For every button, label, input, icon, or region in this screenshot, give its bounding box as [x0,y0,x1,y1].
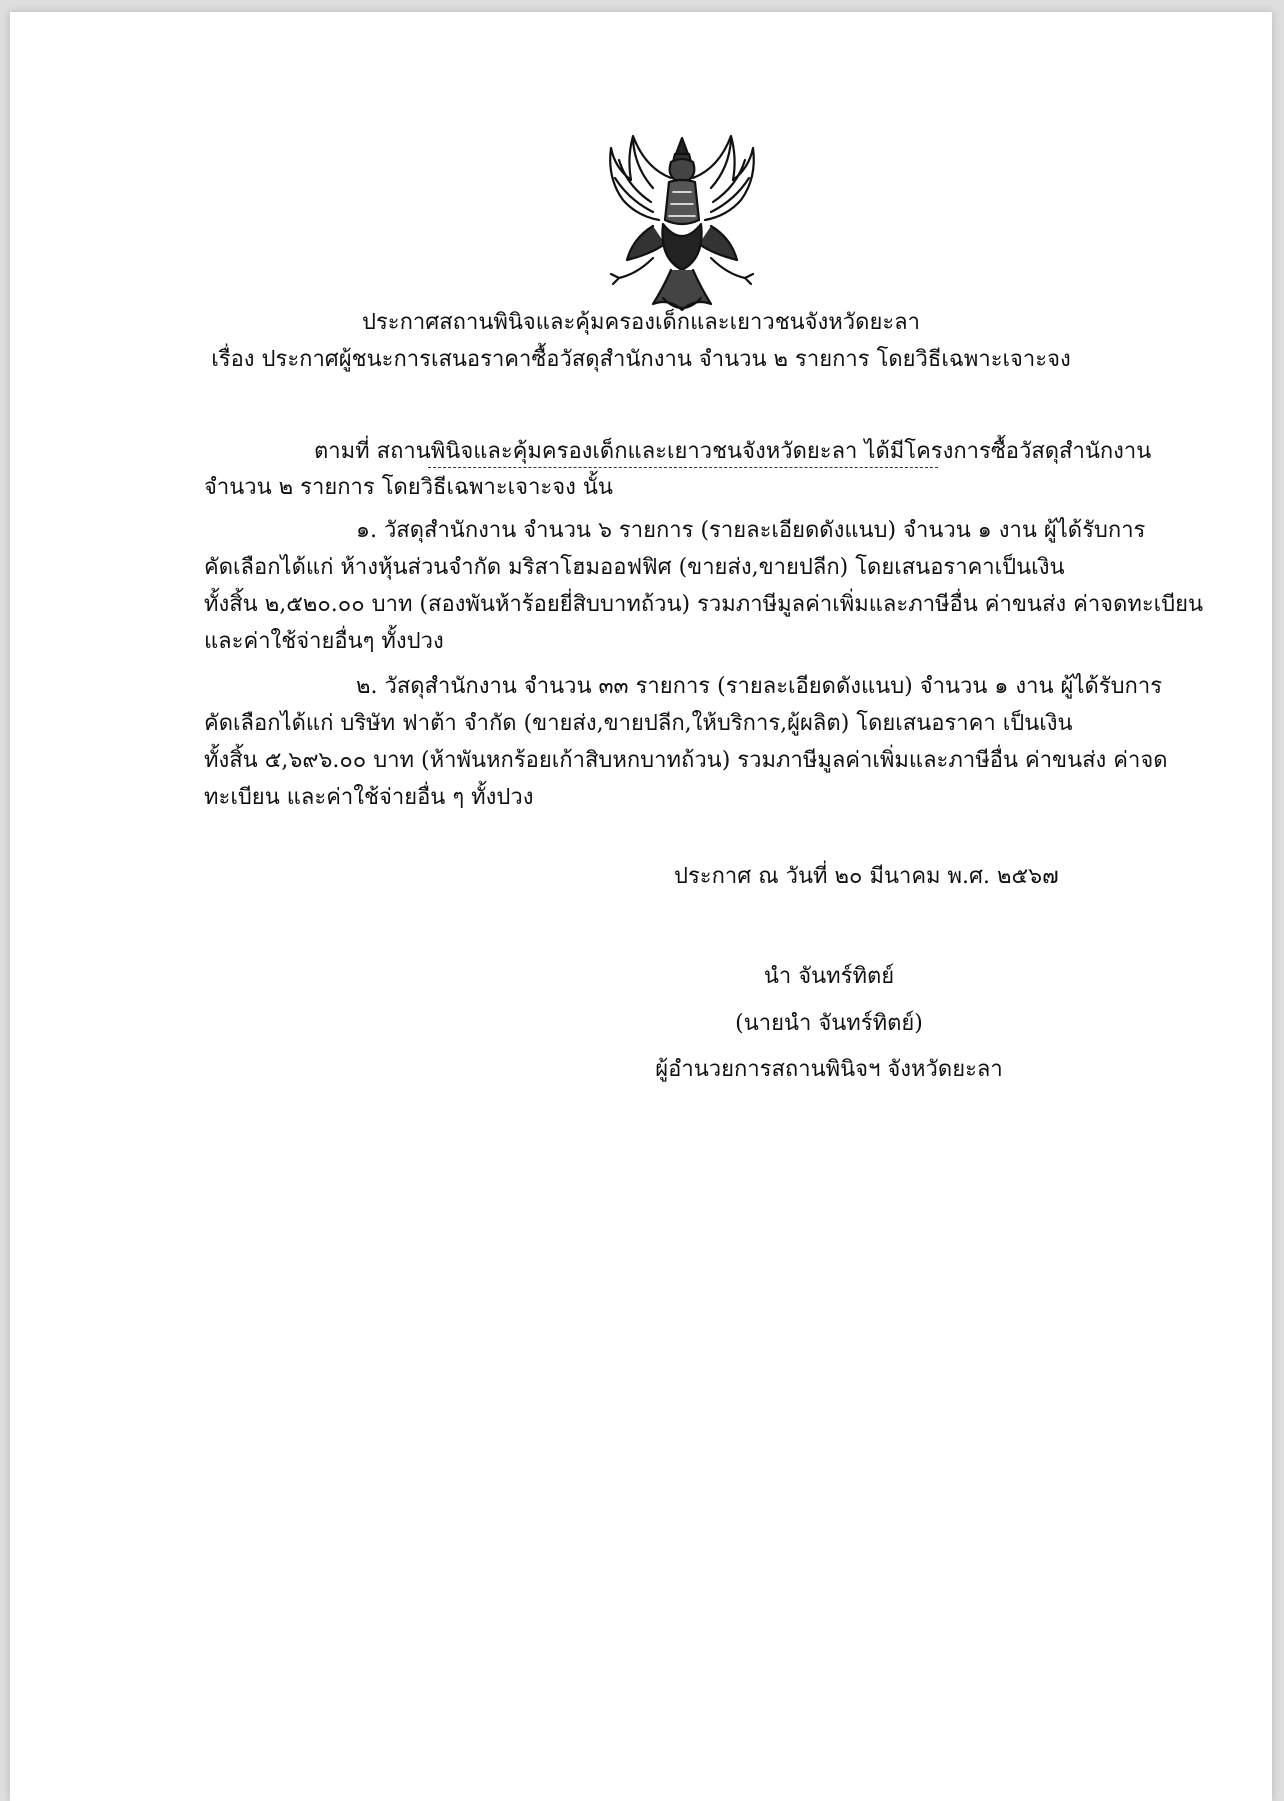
item-2-line: ทั้งสิ้น ๕,๖๙๖.๐๐ บาท (ห้าพันหกร้อยเก้าสิบหกบาทถ้วน) รวมภาษีมูลค่าเพิ่มและภาษีอื่น ค่าขนส่ง ค่าจด [204,748,1168,773]
item-2-line: ๒. วัสดุสำนักงาน จำนวน ๓๓ รายการ (รายละเอียดดังแนบ) จำนวน ๑ งาน ผู้ได้รับการ [356,674,1163,699]
signer-position: ผู้อำนวยการสถานพินิจฯ จังหวัดยะลา [655,1057,1003,1082]
separator-line [428,467,938,468]
garuda-emblem-icon [593,128,771,320]
item-2-line: ทะเบียน และค่าใช้จ่ายอื่น ๆ ทั้งปวง [204,785,534,810]
item-1-line: และค่าใช้จ่ายอื่นๆ ทั้งปวง [204,629,444,654]
announcement-title: ประกาศสถานพินิจและคุ้มครองเด็กและเยาวชนจังหวัดยะลา [361,310,920,335]
item-2-line: คัดเลือกได้แก่ บริษัท ฟาต้า จำกัด (ขายส่ง,ขายปลีก,ให้บริการ,ผู้ผลิต) โดยเสนอราคา เป็นเงิน [204,711,1073,736]
item-1-line: คัดเลือกได้แก่ ห้างหุ้นส่วนจำกัด มริสาโฮมออฟฟิศ (ขายส่ง,ขายปลีก) โดยเสนอราคาเป็นเงิน [204,555,1065,580]
signature: นำ จันทร์ทิตย์ [763,964,895,989]
signer-full-name: (นายนำ จันทร์ทิตย์) [735,1011,923,1036]
announcement-date: ประกาศ ณ วันที่ ๒๐ มีนาคม พ.ศ. ๒๕๖๗ [674,864,1059,889]
item-1-line: ทั้งสิ้น ๒,๕๒๐.๐๐ บาท (สองพันห้าร้อยยี่สิบบาทถ้วน) รวมภาษีมูลค่าเพิ่มและภาษีอื่น ค่าขนส่ง ค่าจดทะเบียน [204,592,1204,617]
announcement-subject: เรื่อง ประกาศผู้ชนะการเสนอราคาซื้อวัสดุสำนักงาน จำนวน ๒ รายการ โดยวิธีเฉพาะเจาะจง [211,347,1071,372]
document-page [10,12,1272,1801]
intro-line: จำนวน ๒ รายการ โดยวิธีเฉพาะเจาะจง นั้น [204,475,613,500]
item-1-line: ๑. วัสดุสำนักงาน จำนวน ๖ รายการ (รายละเอียดดังแนบ) จำนวน ๑ งาน ผู้ได้รับการ [356,518,1146,543]
intro-line: ตามที่ สถานพินิจและคุ้มครองเด็กและเยาวชนจังหวัดยะลา ได้มีโครงการซื้อวัสดุสำนักงาน [314,439,1152,464]
